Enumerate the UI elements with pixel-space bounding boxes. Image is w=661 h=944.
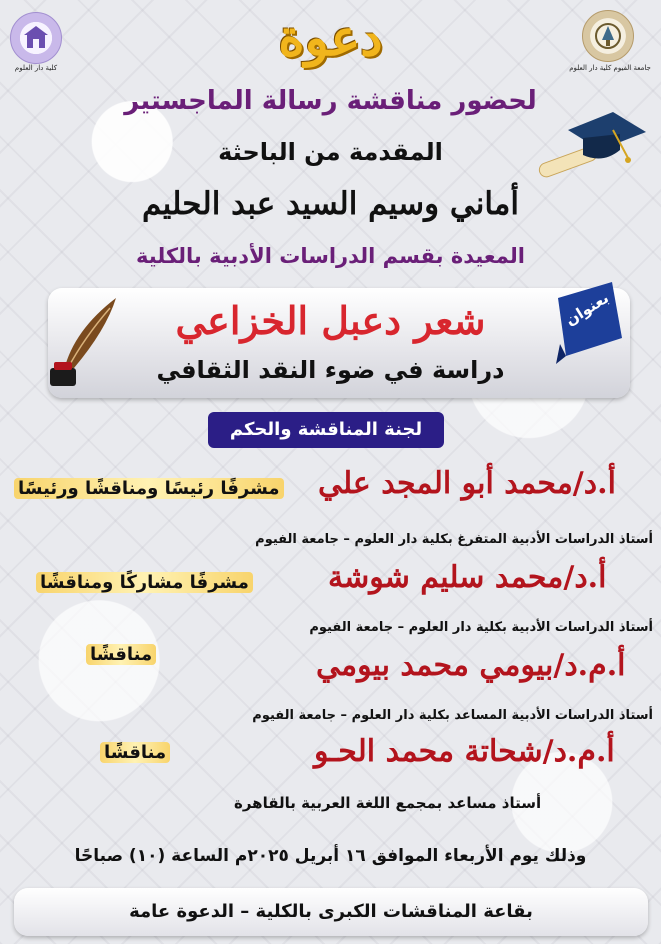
- venue-line: بقاعة المناقشات الكبرى بالكلية – الدعوة عامة: [14, 888, 648, 936]
- graduation-cap-icon: [528, 100, 648, 190]
- member-role: مناقشًا: [86, 644, 156, 665]
- member-name: أ.م.د/بيومي محمد بيومي: [316, 648, 626, 683]
- member-role: مشرفًا مشاركًا ومناقشًا: [36, 572, 253, 593]
- invitation-line-2: المقدمة من الباحثة: [218, 138, 443, 166]
- member-name: أ.د/محمد أبو المجد علي: [318, 466, 616, 501]
- member-description: أستاذ الدراسات الأدبية المساعد بكلية دار العلوم – جامعة الفيوم: [252, 708, 653, 723]
- invitation-title: دعوة: [278, 8, 383, 67]
- member-description: أستاذ مساعد بمجمع اللغة العربية بالقاهرة: [234, 794, 542, 812]
- committee-heading: لجنة المناقشة والحكم: [208, 412, 444, 448]
- member-role: مناقشًا: [100, 742, 170, 763]
- date-time-line: وذلك يوم الأربعاء الموافق ١٦ أبريل ٢٠٢٥م الساعة (١٠) صباحًا: [74, 846, 587, 866]
- member-name: أ.م.د/شحاتة محمد الحـو: [314, 734, 615, 769]
- researcher-position: المعيدة بقسم الدراسات الأدبية بالكلية: [136, 244, 525, 268]
- member-role: مشرفًا رئيسًا ومناقشًا ورئيسًا: [14, 478, 284, 499]
- university-logo-caption: جامعة الفيوم كلية دار العلوم: [569, 64, 651, 72]
- thesis-title: شعر دعبل الخزاعي: [175, 298, 486, 343]
- member-description: أستاذ الدراسات الأدبية بكلية دار العلوم – جامعة الفيوم: [309, 620, 653, 635]
- researcher-name: أماني وسيم السيد عبد الحليم: [141, 186, 519, 222]
- member-description: أستاذ الدراسات الأدبية المتفرغ بكلية دار العلوم – جامعة الفيوم: [255, 532, 653, 547]
- invitation-line-1: لحضور مناقشة رسالة الماجستير: [124, 86, 537, 116]
- thesis-subtitle: دراسة في ضوء النقد الثقافي: [156, 356, 505, 384]
- member-name: أ.د/محمد سليم شوشة: [328, 560, 607, 595]
- ribbon-label: بعنوان: [562, 288, 612, 330]
- faculty-logo-caption: كلية دار العلوم: [14, 64, 58, 72]
